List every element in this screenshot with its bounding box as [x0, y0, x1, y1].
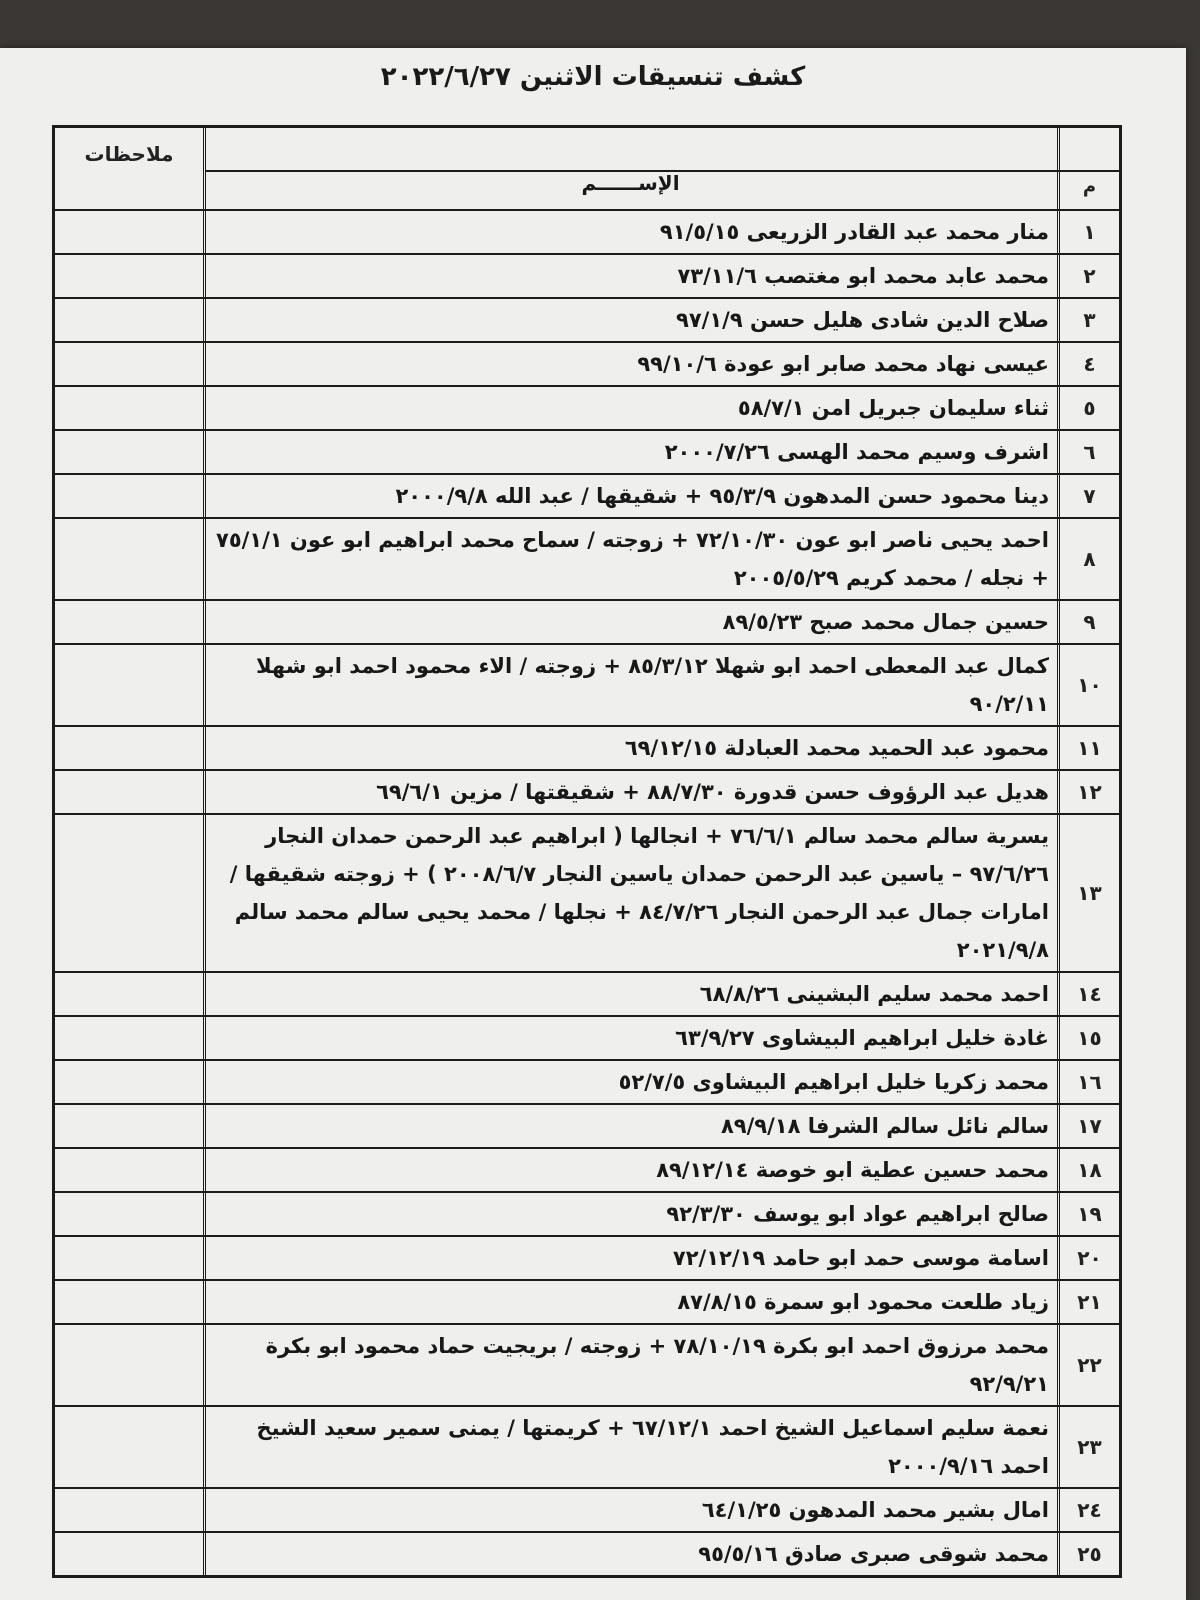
table-row [55, 387, 1119, 431]
row-notes [55, 299, 203, 341]
row-notes [55, 1193, 203, 1235]
row-notes [55, 1533, 203, 1575]
table-row [55, 299, 1119, 343]
row-number: ١٢ [1057, 771, 1119, 813]
table-row [55, 255, 1119, 299]
row-entry: محمود عبد الحميد محمد العبادلة ٦٩/١٢/١٥ [203, 727, 1057, 769]
row-notes [55, 1489, 203, 1531]
row-entry: امال بشير محمد المدهون ٦٤/١/٢٥ [203, 1489, 1057, 1531]
row-entry: ثناء سليمان جبريل امن ٥٨/٧/١ [203, 387, 1057, 429]
row-number: ٢٠ [1057, 1237, 1119, 1279]
table-row [55, 973, 1119, 1017]
row-number: ١٧ [1057, 1105, 1119, 1147]
table-row [55, 1017, 1119, 1061]
row-entry: محمد زكريا خليل ابراهيم البيشاوى ٥٢/٧/٥ [203, 1061, 1057, 1103]
row-number: ١٣ [1057, 815, 1119, 971]
row-notes [55, 343, 203, 385]
row-notes [55, 1237, 203, 1279]
row-number: ١ [1057, 211, 1119, 253]
row-number: ١٦ [1057, 1061, 1119, 1103]
row-notes [55, 1149, 203, 1191]
table-row [55, 211, 1119, 255]
table-row [55, 771, 1119, 815]
row-number: ٤ [1057, 343, 1119, 385]
row-entry: احمد محمد سليم البشينى ٦٨/٨/٢٦ [203, 973, 1057, 1015]
row-number: ٩ [1057, 601, 1119, 643]
row-entry: يسرية سالم محمد سالم ٧٦/٦/١ + انجالها ( ابراهيم عبد الرحمن حمدان النجار ٩٧/٦/٢٦ – ياسين عبد الرحمن حمدان ياسين النجار ٢٠٠٨/٦/٧ ) + زوجته شقيقها / امارات جمال عبد الرحمن النجار ٨٤/٧/٢٦ + نجلها / محمد يحيى سالم محمد سالم ٢٠٢١/٩/٨ [203, 815, 1057, 971]
row-notes [55, 1407, 203, 1487]
table-row [55, 1237, 1119, 1281]
row-notes [55, 431, 203, 473]
row-notes [55, 1017, 203, 1059]
header-notes: ملاحظات [84, 142, 174, 166]
table-row [55, 1061, 1119, 1105]
table-row [55, 1489, 1119, 1533]
row-notes [55, 815, 203, 971]
row-notes [55, 645, 203, 725]
table-header [55, 128, 1119, 211]
row-number: ١٠ [1057, 645, 1119, 725]
row-number: ١٤ [1057, 973, 1119, 1015]
row-entry: احمد يحيى ناصر ابو عون ٧٢/١٠/٣٠ + زوجته / سماح محمد ابراهيم ابو عون ٧٥/١/١ + نجله / محمد كريم ٢٠٠٥/٥/٢٩ [203, 519, 1057, 599]
page-title: كشف تنسيقات الاثنين ٢٠٢٢/٦/٢٧ [380, 62, 806, 92]
row-entry: حسين جمال محمد صبح ٨٩/٥/٢٣ [203, 601, 1057, 643]
table-row [55, 1407, 1119, 1489]
row-entry: نعمة سليم اسماعيل الشيخ احمد ٦٧/١٢/١ + كريمتها / يمنى سمير سعيد الشيخ احمد ٢٠٠٠/٩/١٦ [203, 1407, 1057, 1487]
row-notes [55, 1105, 203, 1147]
row-number: ٢٣ [1057, 1407, 1119, 1487]
row-entry: سالم نائل سالم الشرفا ٨٩/٩/١٨ [203, 1105, 1057, 1147]
row-entry: هديل عبد الرؤوف حسن قدورة ٨٨/٧/٣٠ + شقيقتها / مزين ٦٩/٦/١ [203, 771, 1057, 813]
row-number: ١٩ [1057, 1193, 1119, 1235]
row-entry: محمد شوقى صبرى صادق ٩٥/٥/١٦ [203, 1533, 1057, 1575]
row-notes [55, 973, 203, 1015]
row-entry: اشرف وسيم محمد الهسى ٢٠٠٠/٧/٢٦ [203, 431, 1057, 473]
table-row [55, 1193, 1119, 1237]
row-entry: محمد مرزوق احمد ابو بكرة ٧٨/١٠/١٩ + زوجته / بريجيت حماد محمود ابو بكرة ٩٢/٩/٢١ [203, 1325, 1057, 1405]
table-row [55, 431, 1119, 475]
table-row [55, 519, 1119, 601]
row-entry: صلاح الدين شادى هليل حسن ٩٧/١/٩ [203, 299, 1057, 341]
row-entry: محمد حسين عطية ابو خوصة ٨٩/١٢/١٤ [203, 1149, 1057, 1191]
row-number: ٨ [1057, 519, 1119, 599]
header-num: م [1057, 128, 1119, 209]
row-entry: منار محمد عبد القادر الزريعى ٩١/٥/١٥ [203, 211, 1057, 253]
table-row [55, 601, 1119, 645]
row-entry: عيسى نهاد محمد صابر ابو عودة ٩٩/١٠/٦ [203, 343, 1057, 385]
table-row [55, 1149, 1119, 1193]
table-row [55, 1325, 1119, 1407]
row-entry: دينا محمود حسن المدهون ٩٥/٣/٩ + شقيقها / عبد الله ٢٠٠٠/٩/٨ [203, 475, 1057, 517]
row-notes [55, 1281, 203, 1323]
row-entry: كمال عبد المعطى احمد ابو شهلا ٨٥/٣/١٢ + زوجته / الاء محمود احمد ابو شهلا ٩٠/٢/١١ [203, 645, 1057, 725]
header-divider [206, 170, 1119, 172]
table-body [55, 211, 1119, 1575]
table-row [55, 1281, 1119, 1325]
row-notes [55, 387, 203, 429]
table-row [55, 815, 1119, 973]
row-entry: محمد عابد محمد ابو مغتصب ٧٣/١١/٦ [203, 255, 1057, 297]
row-notes [55, 255, 203, 297]
row-number: ٣ [1057, 299, 1119, 341]
row-number: ٢ [1057, 255, 1119, 297]
row-entry: غادة خليل ابراهيم البيشاوى ٦٣/٩/٢٧ [203, 1017, 1057, 1059]
row-number: ٦ [1057, 431, 1119, 473]
table-row [55, 727, 1119, 771]
roster-table [52, 125, 1122, 1578]
row-number: ٢١ [1057, 1281, 1119, 1323]
table-row [55, 343, 1119, 387]
table-row [55, 645, 1119, 727]
row-number: ٥ [1057, 387, 1119, 429]
row-notes [55, 601, 203, 643]
row-notes [55, 1061, 203, 1103]
row-notes [55, 475, 203, 517]
table-row [55, 1105, 1119, 1149]
header-name: الإســــــم [203, 128, 1057, 209]
table-row [55, 1533, 1119, 1575]
row-number: ١٨ [1057, 1149, 1119, 1191]
row-entry: زياد طلعت محمود ابو سمرة ٨٧/٨/١٥ [203, 1281, 1057, 1323]
row-entry: صالح ابراهيم عواد ابو يوسف ٩٢/٣/٣٠ [203, 1193, 1057, 1235]
row-notes [55, 1325, 203, 1405]
row-number: ٢٥ [1057, 1533, 1119, 1575]
row-number: ١١ [1057, 727, 1119, 769]
row-number: ٧ [1057, 475, 1119, 517]
row-number: ٢٢ [1057, 1325, 1119, 1405]
row-number: ١٥ [1057, 1017, 1119, 1059]
row-notes [55, 771, 203, 813]
table-row [55, 475, 1119, 519]
row-notes [55, 519, 203, 599]
row-entry: اسامة موسى حمد ابو حامد ٧٢/١٢/١٩ [203, 1237, 1057, 1279]
row-number: ٢٤ [1057, 1489, 1119, 1531]
row-notes [55, 727, 203, 769]
row-notes [55, 211, 203, 253]
